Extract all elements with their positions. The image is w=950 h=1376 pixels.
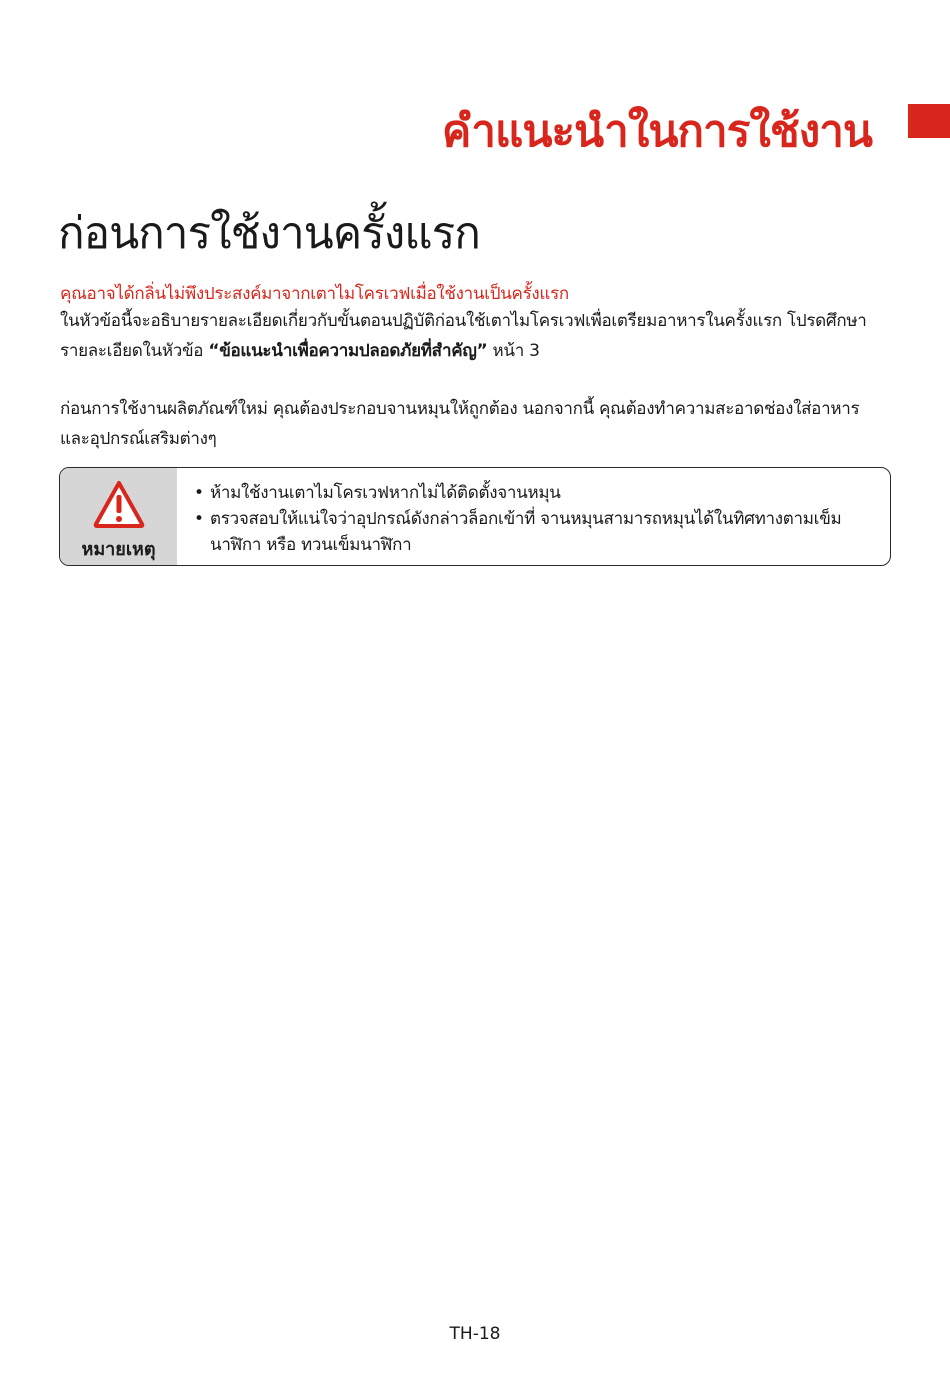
section-title: ก่อนการใช้งานครั้งแรก [58, 208, 480, 259]
page-reference: หน้า 3 [487, 341, 540, 361]
note-label: หมายเหตุ [81, 539, 156, 560]
page-header-title: คำแนะนำในการใช้งาน [441, 106, 872, 157]
note-item-text-cont: นาฬิกา หรือ ทวนเข็มนาฬิกา [210, 535, 412, 555]
note-item-text: ตรวจสอบให้แน่ใจว่าอุปกรณ์ดังกล่าวล็อกเข้าที่ จานหมุนสามารถหมุนได้ในทิศทางตามเข็ม [210, 509, 842, 529]
assembly-line-1: ก่อนการใช้งานผลิตภัณฑ์ใหม่ คุณต้องประกอบจานหมุนให้ถูกต้อง นอกจากนี้ คุณต้องทำความสะอาดช่องใส่อาหาร [60, 399, 860, 419]
intro-line-1: ในหัวข้อนี้จะอธิบายรายละเอียดเกี่ยวกับขั้นตอนปฏิบัติก่อนใช้เตาไมโครเวฟเพื่อเตรียมอาหารในครั้งแรก โปรดศึกษา [60, 311, 867, 331]
warning-line: คุณอาจได้กลิ่นไม่พึงประสงค์มาจากเตาไมโครเวฟเมื่อใช้งานเป็นครั้งแรก [60, 284, 569, 304]
bullet-icon: • [194, 483, 204, 503]
note-item [194, 480, 841, 506]
intro-line-2-prefix: รายละเอียดในหัวข้อ [60, 341, 209, 361]
header-accent-bar [908, 104, 950, 138]
bullet-icon: • [194, 509, 204, 529]
note-list [194, 480, 841, 558]
assembly-paragraph [60, 394, 890, 454]
intro-line-2 [60, 336, 890, 366]
intro-paragraph [60, 306, 890, 366]
page-number: TH-18 [449, 1324, 501, 1344]
safety-reference: “ข้อแนะนำเพื่อความปลอดภัยที่สำคัญ” [208, 341, 488, 361]
warning-triangle-icon [93, 480, 145, 528]
assembly-line-2: และอุปกรณ์เสริมต่างๆ [60, 429, 217, 449]
note-item [194, 506, 841, 558]
note-box [59, 467, 891, 566]
note-label-panel [60, 468, 177, 565]
note-item-text: ห้ามใช้งานเตาไมโครเวฟหากไม่ได้ติดตั้งจานหมุน [210, 483, 561, 503]
